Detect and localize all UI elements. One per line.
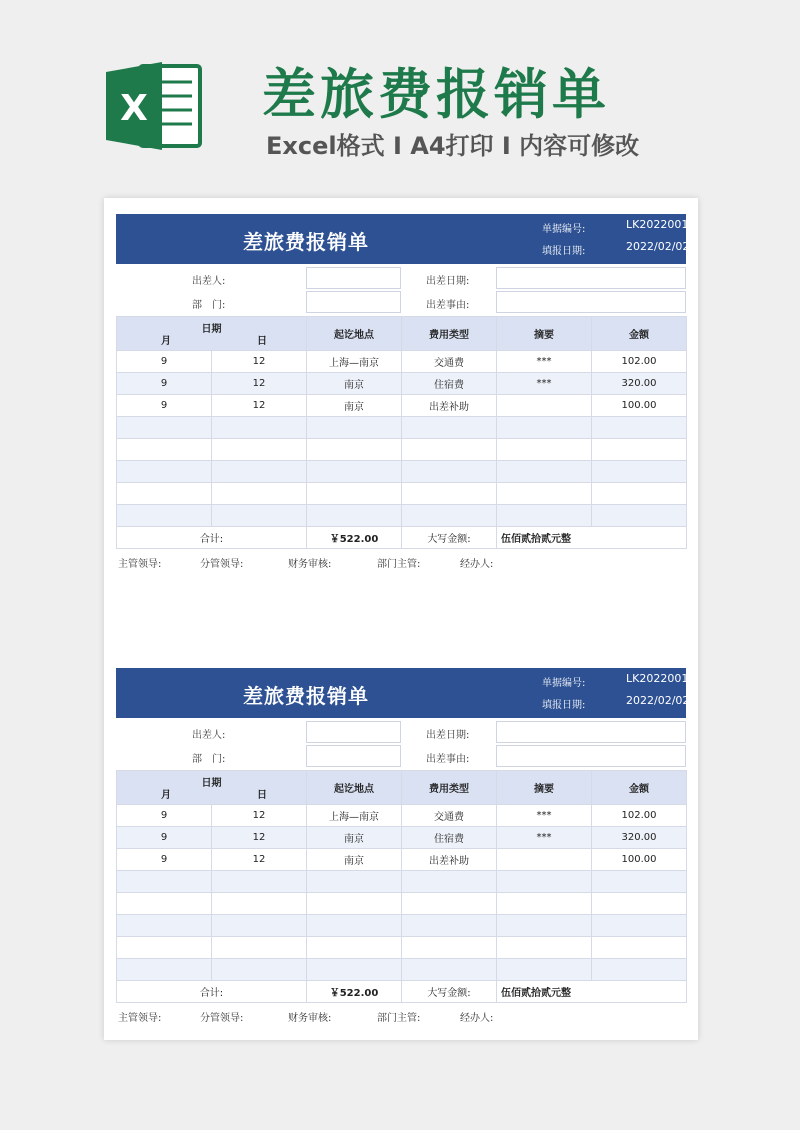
cell-month[interactable] xyxy=(117,937,212,959)
expense-rows xyxy=(117,805,687,981)
hero-header xyxy=(0,0,800,190)
cell-amount[interactable] xyxy=(592,417,687,439)
capital-label: 大写金额: xyxy=(402,527,497,549)
trip-date-label: 出差日期: xyxy=(426,730,470,741)
cell-type[interactable]: 出差补助 xyxy=(402,395,497,417)
cell-type[interactable] xyxy=(402,871,497,893)
cell-amount[interactable] xyxy=(592,915,687,937)
cell-place[interactable]: 上海—南京 xyxy=(307,805,402,827)
cell-amount[interactable]: 320.00 xyxy=(592,373,687,395)
sig-dept-head: 部门主管: xyxy=(377,1013,421,1024)
cell-amount[interactable]: 102.00 xyxy=(592,805,687,827)
cell-type[interactable] xyxy=(402,915,497,937)
table-row xyxy=(117,805,687,827)
expense-table xyxy=(116,316,687,549)
sig-handler: 经办人: xyxy=(460,1013,494,1024)
cell-day[interactable] xyxy=(212,461,307,483)
fill-date-value: 2022/02/02 xyxy=(626,240,690,253)
total-row xyxy=(117,981,687,1003)
document-page xyxy=(104,198,698,1040)
traveler-label: 出差人: xyxy=(192,730,226,741)
capital-value: 伍佰贰拾贰元整 xyxy=(497,527,687,549)
cell-place[interactable] xyxy=(307,461,402,483)
header-place: 起讫地点 xyxy=(307,317,402,351)
cell-day[interactable] xyxy=(212,417,307,439)
table-row xyxy=(117,871,687,893)
expense-rows xyxy=(117,351,687,527)
sig-finance: 财务审核: xyxy=(288,559,332,570)
cell-day[interactable] xyxy=(212,871,307,893)
cell-day[interactable] xyxy=(212,439,307,461)
traveler-label: 出差人: xyxy=(192,276,226,287)
header-day: 日 xyxy=(257,336,267,347)
cell-day[interactable]: 12 xyxy=(212,827,307,849)
signature-line xyxy=(116,549,686,571)
table-row xyxy=(117,373,687,395)
header-summary: 摘要 xyxy=(497,771,592,805)
dept-field[interactable] xyxy=(306,745,401,767)
cell-type[interactable] xyxy=(402,505,497,527)
cell-place[interactable] xyxy=(307,505,402,527)
cell-summary[interactable] xyxy=(497,461,592,483)
table-row xyxy=(117,461,687,483)
cell-type[interactable]: 交通费 xyxy=(402,351,497,373)
table-row xyxy=(117,439,687,461)
cell-type[interactable]: 出差补助 xyxy=(402,849,497,871)
cell-place[interactable] xyxy=(307,439,402,461)
table-row xyxy=(117,893,687,915)
total-label: 合计: xyxy=(117,527,307,549)
cell-type[interactable] xyxy=(402,483,497,505)
excel-icon xyxy=(104,56,204,156)
header-type: 费用类型 xyxy=(402,771,497,805)
table-header-row xyxy=(117,317,687,351)
doc-no-value: LK2022001 xyxy=(626,672,689,685)
cell-day[interactable] xyxy=(212,893,307,915)
cell-type[interactable] xyxy=(402,959,497,981)
cell-place[interactable]: 南京 xyxy=(307,395,402,417)
table-row xyxy=(117,483,687,505)
form-info xyxy=(116,264,686,316)
cell-summary[interactable] xyxy=(497,915,592,937)
total-row xyxy=(117,527,687,549)
table-row xyxy=(117,915,687,937)
header-date-label: 日期 xyxy=(201,324,222,335)
cell-month[interactable] xyxy=(117,461,212,483)
cell-type[interactable] xyxy=(402,937,497,959)
header-amount: 金额 xyxy=(592,317,687,351)
cell-day[interactable]: 12 xyxy=(212,395,307,417)
cell-day[interactable]: 12 xyxy=(212,373,307,395)
traveler-field[interactable] xyxy=(306,267,401,289)
cell-place[interactable] xyxy=(307,417,402,439)
cell-type[interactable] xyxy=(402,893,497,915)
cell-day[interactable] xyxy=(212,915,307,937)
table-row xyxy=(117,937,687,959)
form-title: 差旅费报销单 xyxy=(243,684,369,708)
cell-amount[interactable] xyxy=(592,893,687,915)
trip-reason-label: 出差事由: xyxy=(426,300,470,311)
cell-summary[interactable] xyxy=(497,849,592,871)
cell-day[interactable]: 12 xyxy=(212,805,307,827)
cell-summary[interactable] xyxy=(497,439,592,461)
table-row xyxy=(117,505,687,527)
cell-month[interactable]: 9 xyxy=(117,351,212,373)
cell-place[interactable] xyxy=(307,871,402,893)
sig-dept-head: 部门主管: xyxy=(377,559,421,570)
dept-field[interactable] xyxy=(306,291,401,313)
cell-summary[interactable] xyxy=(497,483,592,505)
table-row xyxy=(117,351,687,373)
cell-month[interactable]: 9 xyxy=(117,849,212,871)
cell-summary[interactable] xyxy=(497,937,592,959)
cell-amount[interactable] xyxy=(592,505,687,527)
form-info xyxy=(116,718,686,770)
cell-month[interactable]: 9 xyxy=(117,373,212,395)
cell-place[interactable] xyxy=(307,483,402,505)
cell-type[interactable]: 住宿费 xyxy=(402,827,497,849)
cell-month[interactable] xyxy=(117,871,212,893)
cell-type[interactable] xyxy=(402,417,497,439)
doc-no-label: 单据编号: xyxy=(542,678,586,689)
cell-month[interactable] xyxy=(117,483,212,505)
cell-place[interactable] xyxy=(307,937,402,959)
cell-place[interactable]: 南京 xyxy=(307,827,402,849)
cell-month[interactable] xyxy=(117,915,212,937)
trip-reason-field[interactable] xyxy=(496,291,686,313)
cell-amount[interactable]: 100.00 xyxy=(592,849,687,871)
traveler-field[interactable] xyxy=(306,721,401,743)
cell-day[interactable]: 12 xyxy=(212,351,307,373)
trip-date-field[interactable] xyxy=(496,721,686,743)
cell-day[interactable] xyxy=(212,505,307,527)
signature-line xyxy=(116,1003,686,1025)
cell-place[interactable]: 南京 xyxy=(307,849,402,871)
trip-date-field[interactable] xyxy=(496,267,686,289)
trip-date-label: 出差日期: xyxy=(426,276,470,287)
table-row xyxy=(117,959,687,981)
sig-deputy: 分管领导: xyxy=(200,1013,244,1024)
cell-amount[interactable] xyxy=(592,959,687,981)
sig-leader: 主管领导: xyxy=(118,559,162,570)
cell-amount[interactable] xyxy=(592,871,687,893)
cell-summary[interactable] xyxy=(497,893,592,915)
total-label: 合计: xyxy=(117,981,307,1003)
cell-place[interactable] xyxy=(307,959,402,981)
table-row xyxy=(117,827,687,849)
cell-month[interactable] xyxy=(117,439,212,461)
hero-subtitle: Excel格式 I A4打印 I 内容可修改 xyxy=(266,132,640,160)
trip-reason-field[interactable] xyxy=(496,745,686,767)
form-title: 差旅费报销单 xyxy=(243,230,369,254)
cell-type[interactable]: 交通费 xyxy=(402,805,497,827)
capital-label: 大写金额: xyxy=(402,981,497,1003)
cell-type[interactable] xyxy=(402,439,497,461)
cell-summary[interactable] xyxy=(497,417,592,439)
fill-date-label: 填报日期: xyxy=(542,700,586,711)
cell-place[interactable] xyxy=(307,915,402,937)
header-place: 起讫地点 xyxy=(307,771,402,805)
dept-label: 部 门: xyxy=(192,300,226,311)
cell-month[interactable] xyxy=(117,893,212,915)
cell-amount[interactable]: 320.00 xyxy=(592,827,687,849)
cell-summary[interactable]: *** xyxy=(497,827,592,849)
cell-amount[interactable] xyxy=(592,937,687,959)
form-banner xyxy=(116,668,690,718)
cell-month[interactable]: 9 xyxy=(117,805,212,827)
cell-place[interactable]: 南京 xyxy=(307,373,402,395)
cell-day[interactable] xyxy=(212,959,307,981)
total-value: ￥522.00 xyxy=(307,527,402,549)
header-month: 月 xyxy=(161,790,171,801)
cell-summary[interactable] xyxy=(497,959,592,981)
cell-place[interactable] xyxy=(307,893,402,915)
table-header-row xyxy=(117,771,687,805)
cell-type[interactable] xyxy=(402,461,497,483)
header-day: 日 xyxy=(257,790,267,801)
reimbursement-form-2 xyxy=(116,668,690,1025)
fill-date-label: 填报日期: xyxy=(542,246,586,257)
sig-handler: 经办人: xyxy=(460,559,494,570)
excel-icon-letter: X xyxy=(120,88,148,129)
form-banner xyxy=(116,214,690,264)
cell-amount[interactable] xyxy=(592,461,687,483)
cell-month[interactable] xyxy=(117,417,212,439)
fill-date-value: 2022/02/02 xyxy=(626,694,690,707)
expense-table xyxy=(116,770,687,1003)
doc-no-value: LK2022001 xyxy=(626,218,689,231)
hero-title: 差旅费报销单 xyxy=(262,63,610,126)
cell-month[interactable] xyxy=(117,959,212,981)
header-date xyxy=(117,771,307,805)
cell-summary[interactable]: *** xyxy=(497,351,592,373)
header-date-label: 日期 xyxy=(201,778,222,789)
header-summary: 摘要 xyxy=(497,317,592,351)
cell-summary[interactable] xyxy=(497,871,592,893)
total-value: ￥522.00 xyxy=(307,981,402,1003)
header-date xyxy=(117,317,307,351)
sig-deputy: 分管领导: xyxy=(200,559,244,570)
table-row xyxy=(117,849,687,871)
trip-reason-label: 出差事由: xyxy=(426,754,470,765)
cell-amount[interactable] xyxy=(592,439,687,461)
header-type: 费用类型 xyxy=(402,317,497,351)
reimbursement-form-1 xyxy=(116,214,690,571)
cell-month[interactable]: 9 xyxy=(117,395,212,417)
table-row xyxy=(117,417,687,439)
sig-finance: 财务审核: xyxy=(288,1013,332,1024)
cell-type[interactable]: 住宿费 xyxy=(402,373,497,395)
cell-day[interactable]: 12 xyxy=(212,849,307,871)
cell-month[interactable]: 9 xyxy=(117,827,212,849)
dept-label: 部 门: xyxy=(192,754,226,765)
cell-summary[interactable] xyxy=(497,505,592,527)
header-amount: 金额 xyxy=(592,771,687,805)
cell-place[interactable]: 上海—南京 xyxy=(307,351,402,373)
cell-amount[interactable]: 102.00 xyxy=(592,351,687,373)
cell-day[interactable] xyxy=(212,937,307,959)
table-row xyxy=(117,395,687,417)
cell-summary[interactable]: *** xyxy=(497,373,592,395)
sig-leader: 主管领导: xyxy=(118,1013,162,1024)
cell-amount[interactable] xyxy=(592,483,687,505)
cell-amount[interactable]: 100.00 xyxy=(592,395,687,417)
cell-summary[interactable] xyxy=(497,395,592,417)
doc-no-label: 单据编号: xyxy=(542,224,586,235)
cell-summary[interactable]: *** xyxy=(497,805,592,827)
header-month: 月 xyxy=(161,336,171,347)
cell-day[interactable] xyxy=(212,483,307,505)
cell-month[interactable] xyxy=(117,505,212,527)
capital-value: 伍佰贰拾贰元整 xyxy=(497,981,687,1003)
